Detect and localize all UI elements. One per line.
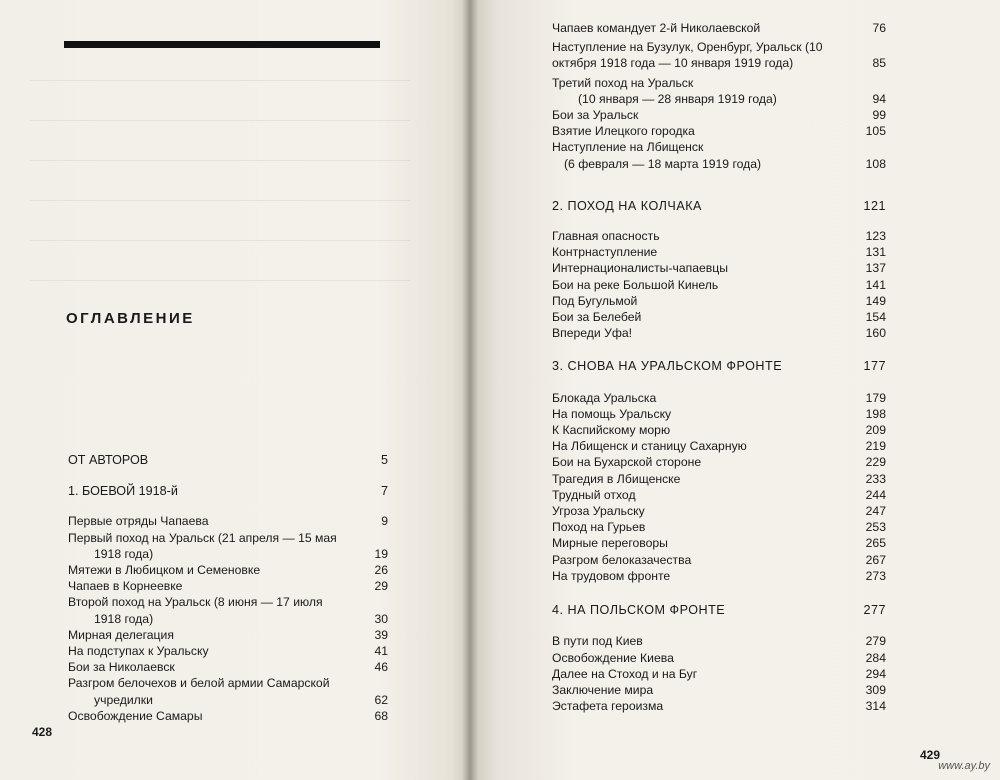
toc-right — [552, 20, 886, 714]
toc-entry: Эстафета героизма 314 — [552, 699, 886, 714]
toc-entry: 4. НА ПОЛЬСКОМ ФРОНТЕ 277 — [552, 603, 886, 618]
toc-entry: Третий поход на Уральск — [552, 75, 694, 90]
toc-entry: Бои за Николаевск 46 — [68, 660, 388, 675]
toc-entry: октября 1918 года — 10 января 1919 года) 85 — [552, 56, 886, 71]
toc-entry: Первые отряды Чапаева 9 — [68, 514, 388, 529]
decorative-rule — [64, 41, 380, 48]
toc-entry: Мятежи в Любицком и Семеновке 26 — [68, 563, 388, 578]
right-page — [470, 0, 1000, 780]
toc-entry: Трудный отход 244 — [552, 487, 886, 502]
book-gutter — [462, 0, 478, 780]
toc-entry: Разгром белоказачества 267 — [552, 552, 886, 567]
toc-entry: На подступах к Уральску 41 — [68, 644, 388, 659]
toc-entry: Наступление на Бузулук, Оренбург, Уральск (10 — [552, 40, 823, 55]
toc-entry: Взятие Илецкого городка 105 — [552, 124, 886, 139]
toc-entry: Поход на Гурьев 253 — [552, 520, 886, 535]
toc-entry: Чапаев в Корнеевке 29 — [68, 579, 388, 594]
show-through-line — [30, 280, 410, 281]
toc-entry: Освобождение Самары 68 — [68, 708, 388, 723]
toc-entry: 1918 года) 30 — [94, 611, 388, 626]
toc-entry: ОТ АВТОРОВ 5 — [68, 453, 388, 467]
page-number-right: 429 — [920, 748, 941, 762]
toc-entry: (10 января — 28 января 1919 года) 94 — [578, 91, 886, 106]
toc-entry: Контрнаступление 131 — [552, 245, 886, 260]
toc-entry: Главная опасность 123 — [552, 229, 886, 244]
watermark: www.ay.by — [938, 760, 990, 772]
toc-entry: учредилки 62 — [94, 692, 388, 707]
toc-entry: Бои за Уральск 99 — [552, 108, 886, 123]
toc-entry: Мирные переговоры 265 — [552, 536, 886, 551]
show-through-line — [30, 200, 410, 201]
toc-entry: Бои на реке Большой Кинель 141 — [552, 277, 886, 292]
show-through-line — [30, 240, 410, 241]
toc-entry: На трудовом фронте 273 — [552, 568, 886, 583]
toc-entry: Блокада Уральска 179 — [552, 390, 886, 405]
toc-entry: Трагедия в Лбищенске 233 — [552, 471, 886, 486]
toc-left — [68, 452, 388, 724]
toc-entry: Впереди Уфа! 160 — [552, 326, 886, 341]
toc-entry: К Каспийскому морю 209 — [552, 423, 886, 438]
toc-entry: Под Бугульмой 149 — [552, 293, 886, 308]
toc-entry: На Лбищенск и станицу Сахарную 219 — [552, 439, 886, 454]
toc-entry: 2. ПОХОД НА КОЛЧАКА 121 — [552, 198, 886, 213]
show-through-line — [30, 80, 410, 81]
toc-entry: Интернационалисты-чапаевцы 137 — [552, 261, 886, 276]
left-page — [0, 0, 470, 780]
toc-entry: Разгром белочехов и белой армии Самарской — [68, 676, 330, 691]
toc-entry: Второй поход на Уральск (8 июня — 17 июля — [68, 595, 323, 610]
toc-entry: 1918 года) 19 — [94, 546, 388, 561]
toc-entry: Бои за Белебей 154 — [552, 310, 886, 325]
toc-entry: Мирная делегация 39 — [68, 627, 388, 642]
toc-entry: Чапаев командует 2-й Николаевской 76 — [552, 21, 886, 35]
show-through-line — [30, 120, 410, 121]
contents-heading: ОГЛАВЛЕНИЕ — [66, 310, 195, 327]
toc-entry: 1. БОЕВОЙ 1918-й 7 — [68, 484, 388, 499]
toc-entry: Освобождение Киева 284 — [552, 650, 886, 665]
toc-entry: 3. СНОВА НА УРАЛЬСКОМ ФРОНТЕ 177 — [552, 359, 886, 374]
toc-entry: Бои на Бухарской стороне 229 — [552, 455, 886, 470]
toc-entry: На помощь Уральску 198 — [552, 406, 886, 421]
toc-entry: В пути под Киев 279 — [552, 634, 886, 649]
show-through-line — [30, 160, 410, 161]
toc-entry: (6 февраля — 18 марта 1919 года) 108 — [564, 156, 886, 171]
toc-entry: Далее на Стоход и на Буг 294 — [552, 666, 886, 681]
toc-entry: Первый поход на Уральск (21 апреля — 15 мая — [68, 530, 337, 545]
page-number-left: 428 — [32, 725, 53, 739]
toc-entry: Заключение мира 309 — [552, 682, 886, 697]
toc-entry: Угроза Уральску 247 — [552, 504, 886, 519]
toc-entry: Наступление на Лбищенск — [552, 140, 704, 155]
